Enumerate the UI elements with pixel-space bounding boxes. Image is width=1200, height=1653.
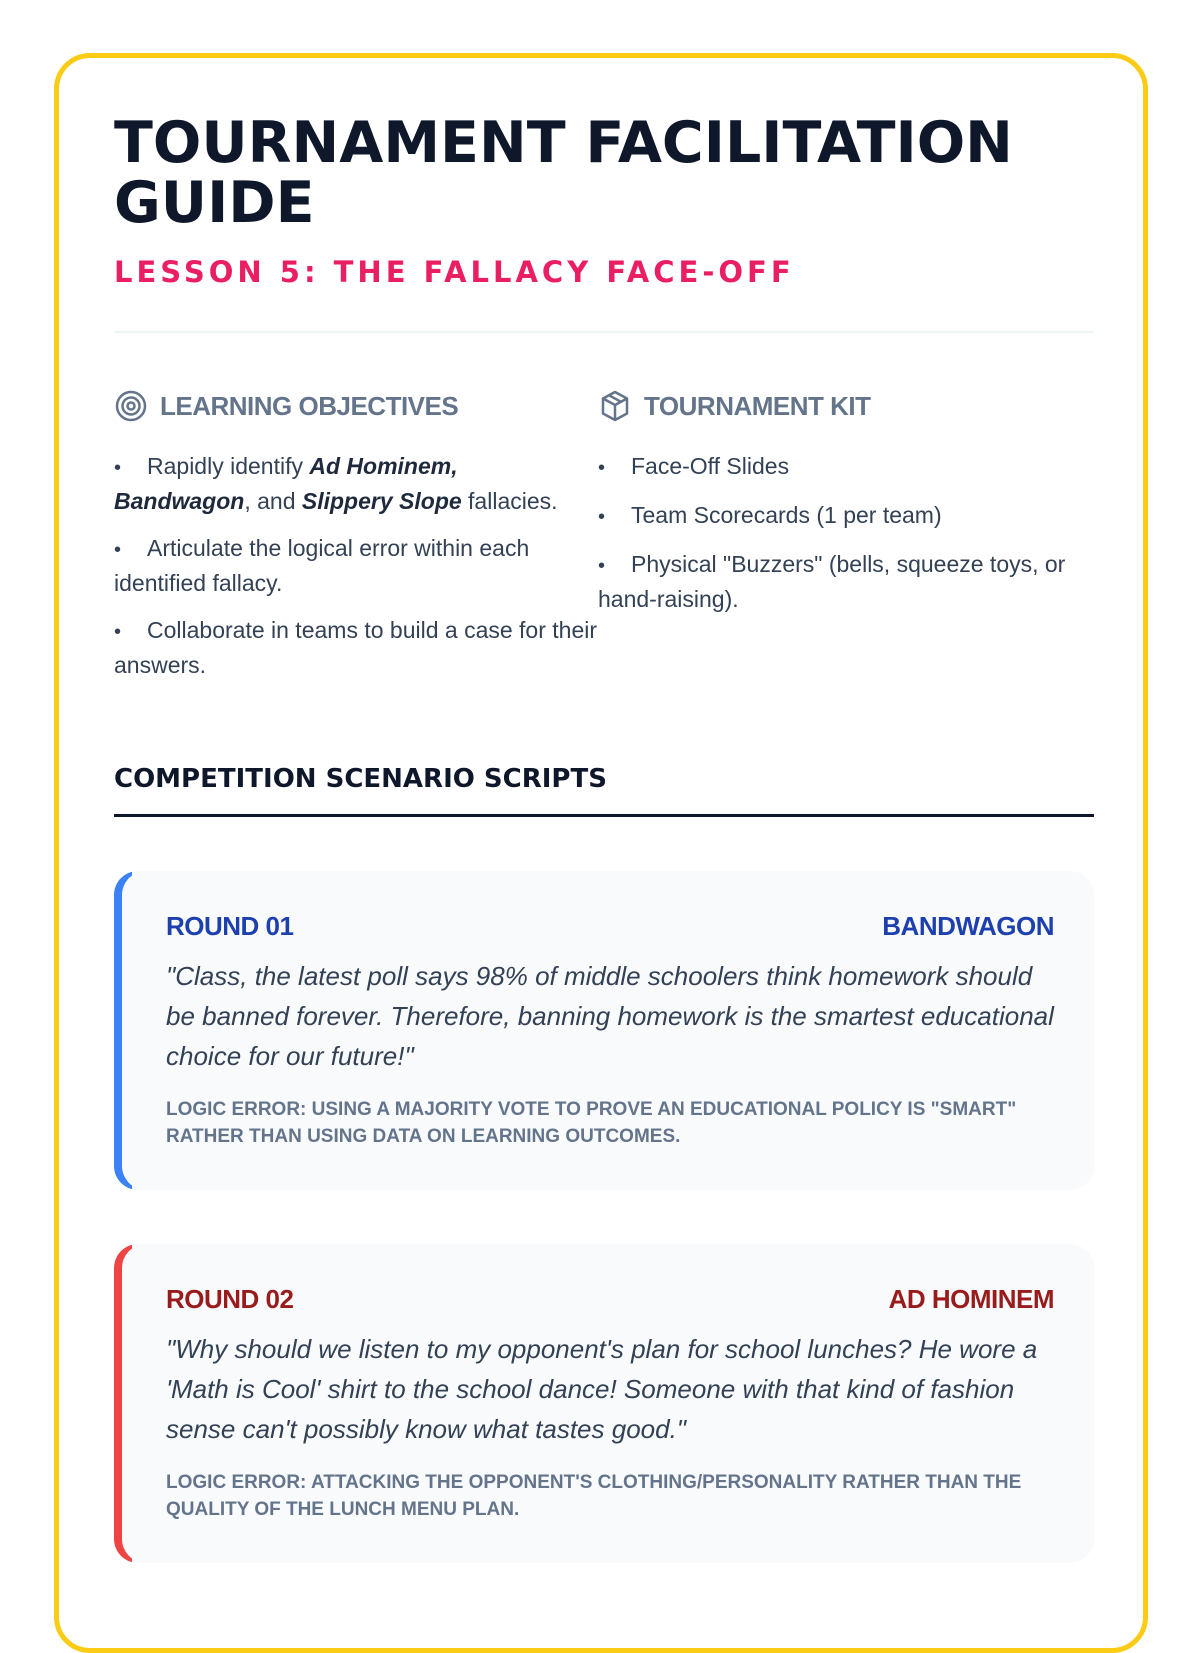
guide-content bbox=[114, 110, 1094, 1563]
kit-heading: TOURNAMENT KIT bbox=[644, 390, 871, 421]
guide-card bbox=[54, 53, 1148, 1653]
list-item: • Team Scorecards (1 per team) bbox=[598, 502, 942, 528]
round-accent-bar bbox=[114, 1244, 132, 1563]
objectives-heading: LEARNING OBJECTIVES bbox=[160, 390, 459, 421]
list-item: • Physical "Buzzers" (bells, squeeze toys, or hand-raising). bbox=[598, 551, 1066, 612]
scripts-rule bbox=[114, 814, 1094, 817]
logic-error: LOGIC ERROR: USING A MAJORITY VOTE TO PROVE AN EDUCATIONAL POLICY IS "SMART" RATHER THAN USING DATA ON LEARNING OUTCOMES. bbox=[166, 1099, 1017, 1147]
kit-column bbox=[598, 388, 1094, 696]
round-header bbox=[166, 1284, 1054, 1315]
logic-error: LOGIC ERROR: ATTACKING THE OPPONENT'S CLOTHING/PERSONALITY RATHER THAN THE QUALITY OF THE LUNCH MENU PLAN. bbox=[166, 1472, 1022, 1520]
list-item: • Collaborate in teams to build a case for their answers. bbox=[114, 617, 598, 678]
kit-header bbox=[598, 388, 1094, 424]
header-divider bbox=[114, 331, 1094, 333]
page-title: TOURNAMENT FACILITATION GUIDE bbox=[114, 110, 1013, 236]
round-card bbox=[114, 871, 1094, 1190]
objectives-list bbox=[114, 450, 610, 682]
scenario-quote: "Class, the latest poll says 98% of middle schoolers think homework should be banned forever. Therefore, banning homework is the smartest educational choice for our future!" bbox=[166, 961, 1054, 1071]
objectives-column bbox=[114, 388, 610, 696]
fallacy-label: BANDWAGON bbox=[882, 911, 1054, 941]
list-item: • Rapidly identify Ad Hominem, Bandwagon, and Slippery Slope fallacies. bbox=[114, 453, 558, 514]
lesson-subtitle: LESSON 5: THE FALLACY FACE-OFF bbox=[114, 255, 795, 289]
box-icon bbox=[598, 389, 632, 423]
scripts-heading: COMPETITION SCENARIO SCRIPTS bbox=[114, 764, 607, 794]
info-columns bbox=[114, 388, 1094, 696]
round-card bbox=[114, 1244, 1094, 1563]
fallacy-label: AD HOMINEM bbox=[888, 1284, 1054, 1314]
round-header bbox=[166, 911, 1054, 942]
objectives-header bbox=[114, 388, 610, 424]
round-number: ROUND 02 bbox=[166, 1284, 294, 1314]
list-item: • Articulate the logical error within each identified fallacy. bbox=[114, 535, 530, 596]
target-icon bbox=[114, 389, 148, 423]
round-accent-bar bbox=[114, 871, 132, 1190]
round-number: ROUND 01 bbox=[166, 911, 294, 941]
kit-list bbox=[598, 450, 1094, 616]
list-item: • Face-Off Slides bbox=[598, 453, 790, 479]
scenario-quote: "Why should we listen to my opponent's plan for school lunches? He wore a 'Math is Cool' shirt to the school dance! Someone with that kind of fashion sense can't possibly know what tastes good." bbox=[166, 1334, 1038, 1444]
